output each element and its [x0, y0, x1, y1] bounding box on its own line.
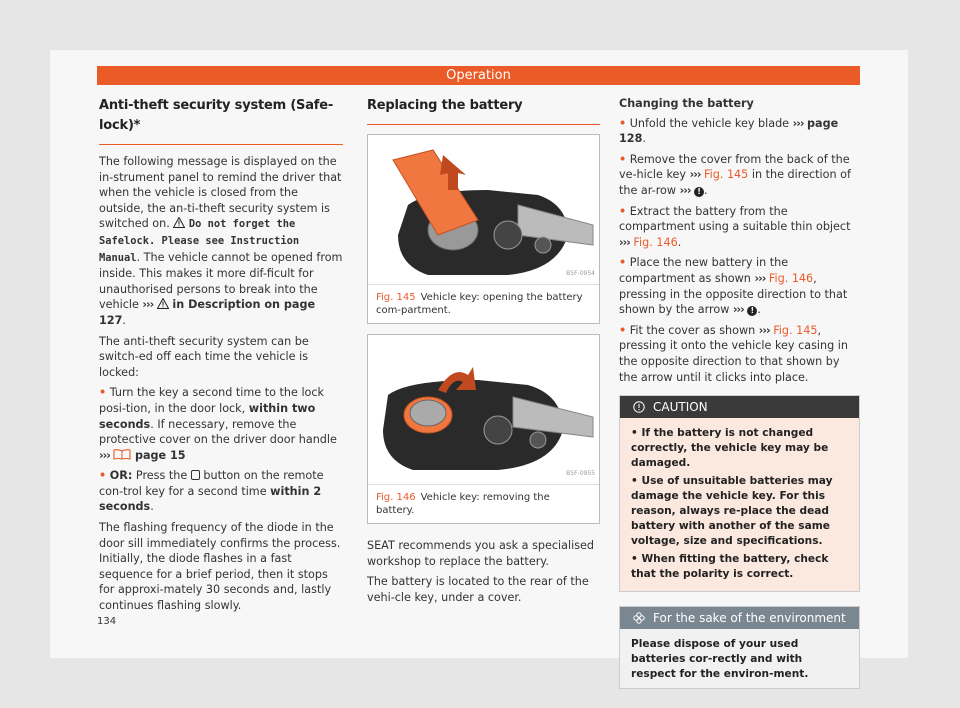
ref-arrows: ››› — [142, 298, 154, 312]
environment-title: For the sake of the environment — [653, 611, 846, 626]
step-item: • Fit the cover as shown ››› Fig. 145, pressing it onto the vehicle key casing in the opposite direction to that shown by the arrow until it clicks into place. — [619, 323, 848, 384]
figure-number: Fig. 146 — [376, 492, 416, 503]
changing-battery-heading: Changing the battery — [619, 97, 754, 110]
section-header: Operation — [97, 66, 860, 85]
safelock-message: Do not forget the Safelock. Please see Instruction Manual — [99, 218, 300, 264]
battery-location: The battery is located to the rear of the vehi-cle key, under a cover. — [367, 575, 589, 604]
diode-description: The flashing frequency of the diode in the door sill immediately confirms the process. Initially, the diode flashes in a fast sequence for a brief period, then it stops for approxi-mately 30 seconds and, lastly continues flashing slowly. — [99, 521, 341, 613]
figure-146 — [367, 334, 600, 524]
caution-icon: ! — [694, 187, 704, 197]
caution-title: CAUTION — [653, 400, 708, 415]
figure-145 — [367, 134, 600, 324]
bullet-icon: • — [631, 427, 642, 440]
figure-ref-link[interactable]: Fig. 146 — [768, 271, 814, 285]
figure-number: Fig. 145 — [376, 292, 416, 303]
figure-ref-link[interactable]: Fig. 145 — [773, 323, 818, 337]
caution-item: • Use of unsuitable batteries may damage the vehicle key. For this reason, always re-place the dead battery with another of the same voltage, size and specifications. — [631, 475, 833, 548]
anti-theft-heading: Anti-theft security system (Safe-lock)* — [99, 96, 343, 145]
figure-ref-link[interactable]: Fig. 146 — [633, 235, 678, 249]
bullet-icon: • — [99, 386, 107, 400]
bullet-icon: • — [631, 475, 642, 488]
anti-theft-switchoff: The anti-theft security system can be switch-ed off each time the vehicle is locked: — [99, 334, 309, 379]
column-replacing-battery — [367, 96, 600, 610]
bullet-item: • Turn the key a second time to the lock posi-tion, in the door lock, within two seconds. If necessary, remove the protective cover on the driver door handle ››› page 15 — [99, 386, 337, 462]
figure-caption: Vehicle key: removing the battery. — [376, 492, 550, 516]
caution-circle-icon — [633, 401, 645, 413]
figure-caption: Vehicle key: opening the battery com-partment. — [376, 292, 583, 316]
bullet-item: • OR: Press the button on the remote con-trol key for a second time within 2 seconds. — [99, 469, 324, 514]
bullet-icon: • — [619, 323, 627, 337]
flower-icon — [633, 612, 645, 624]
step-item: • Remove the cover from the back of the ve-hicle key ››› Fig. 145 in the direction of the ar-row ››› ! . — [619, 152, 851, 197]
page-ref-link[interactable]: in Description on page 127 — [99, 298, 316, 327]
step-item: • Extract the battery from the compartment using a suitable thin object ››› Fig. 146. — [619, 204, 851, 249]
step-item: • Place the new battery in the compartment as shown ››› Fig. 146, pressing in the opposite direction to that shown by the arrow ››› ! . — [619, 256, 848, 317]
column-anti-theft — [99, 96, 343, 619]
warning-icon — [173, 217, 185, 228]
page-ref-link[interactable]: page 15 — [134, 448, 186, 462]
bullet-icon: • — [619, 204, 627, 218]
bullet-icon: • — [619, 256, 627, 270]
warning-icon — [157, 298, 169, 309]
caution-icon: ! — [747, 306, 757, 316]
caution-item: • If the battery is not changed correctly, the vehicle key may be damaged. — [631, 427, 829, 470]
bullet-icon: • — [99, 469, 107, 483]
workshop-recommendation: SEAT recommends you ask a specialised workshop to replace the battery. — [367, 539, 595, 568]
bullet-icon: • — [631, 553, 642, 566]
replacing-battery-heading: Replacing the battery — [367, 96, 600, 125]
bullet-icon: • — [619, 116, 627, 130]
anti-theft-intro: The following message is displayed on the in-strument panel to remind the driver that when the vehicle is closed from the outside, the an-ti-theft security system is switched on. Do not forget the Safelock. Please see Instruction Manual. The vehicle cannot be opened from inside. This makes it more dif-ficult for unauthorised persons to break into the vehicle ››› in Description on page 127. — [99, 155, 343, 327]
figure-ref-link[interactable]: Fig. 145 — [704, 168, 749, 182]
lock-icon — [191, 470, 200, 480]
column-changing-battery — [619, 96, 860, 689]
step-item: • Unfold the vehicle key blade ››› page 128. — [619, 116, 839, 146]
bullet-icon: • — [619, 152, 627, 166]
book-icon — [113, 449, 131, 460]
caution-box — [619, 395, 860, 592]
caution-item: • When fitting the battery, check that the polarity is correct. — [631, 553, 829, 581]
environment-text: Please dispose of your used batteries cor-rectly and with respect for the environ-ment. — [620, 629, 859, 688]
key-illustration — [368, 135, 599, 285]
page-ref-link[interactable]: page 128 — [619, 116, 839, 146]
key-illustration — [368, 335, 599, 485]
key-remove-battery-image: B5F-0955 — [368, 335, 599, 485]
page-number: 134 — [97, 616, 117, 627]
environment-box — [619, 606, 860, 689]
key-open-cover-image: B5F-0954 — [368, 135, 599, 285]
